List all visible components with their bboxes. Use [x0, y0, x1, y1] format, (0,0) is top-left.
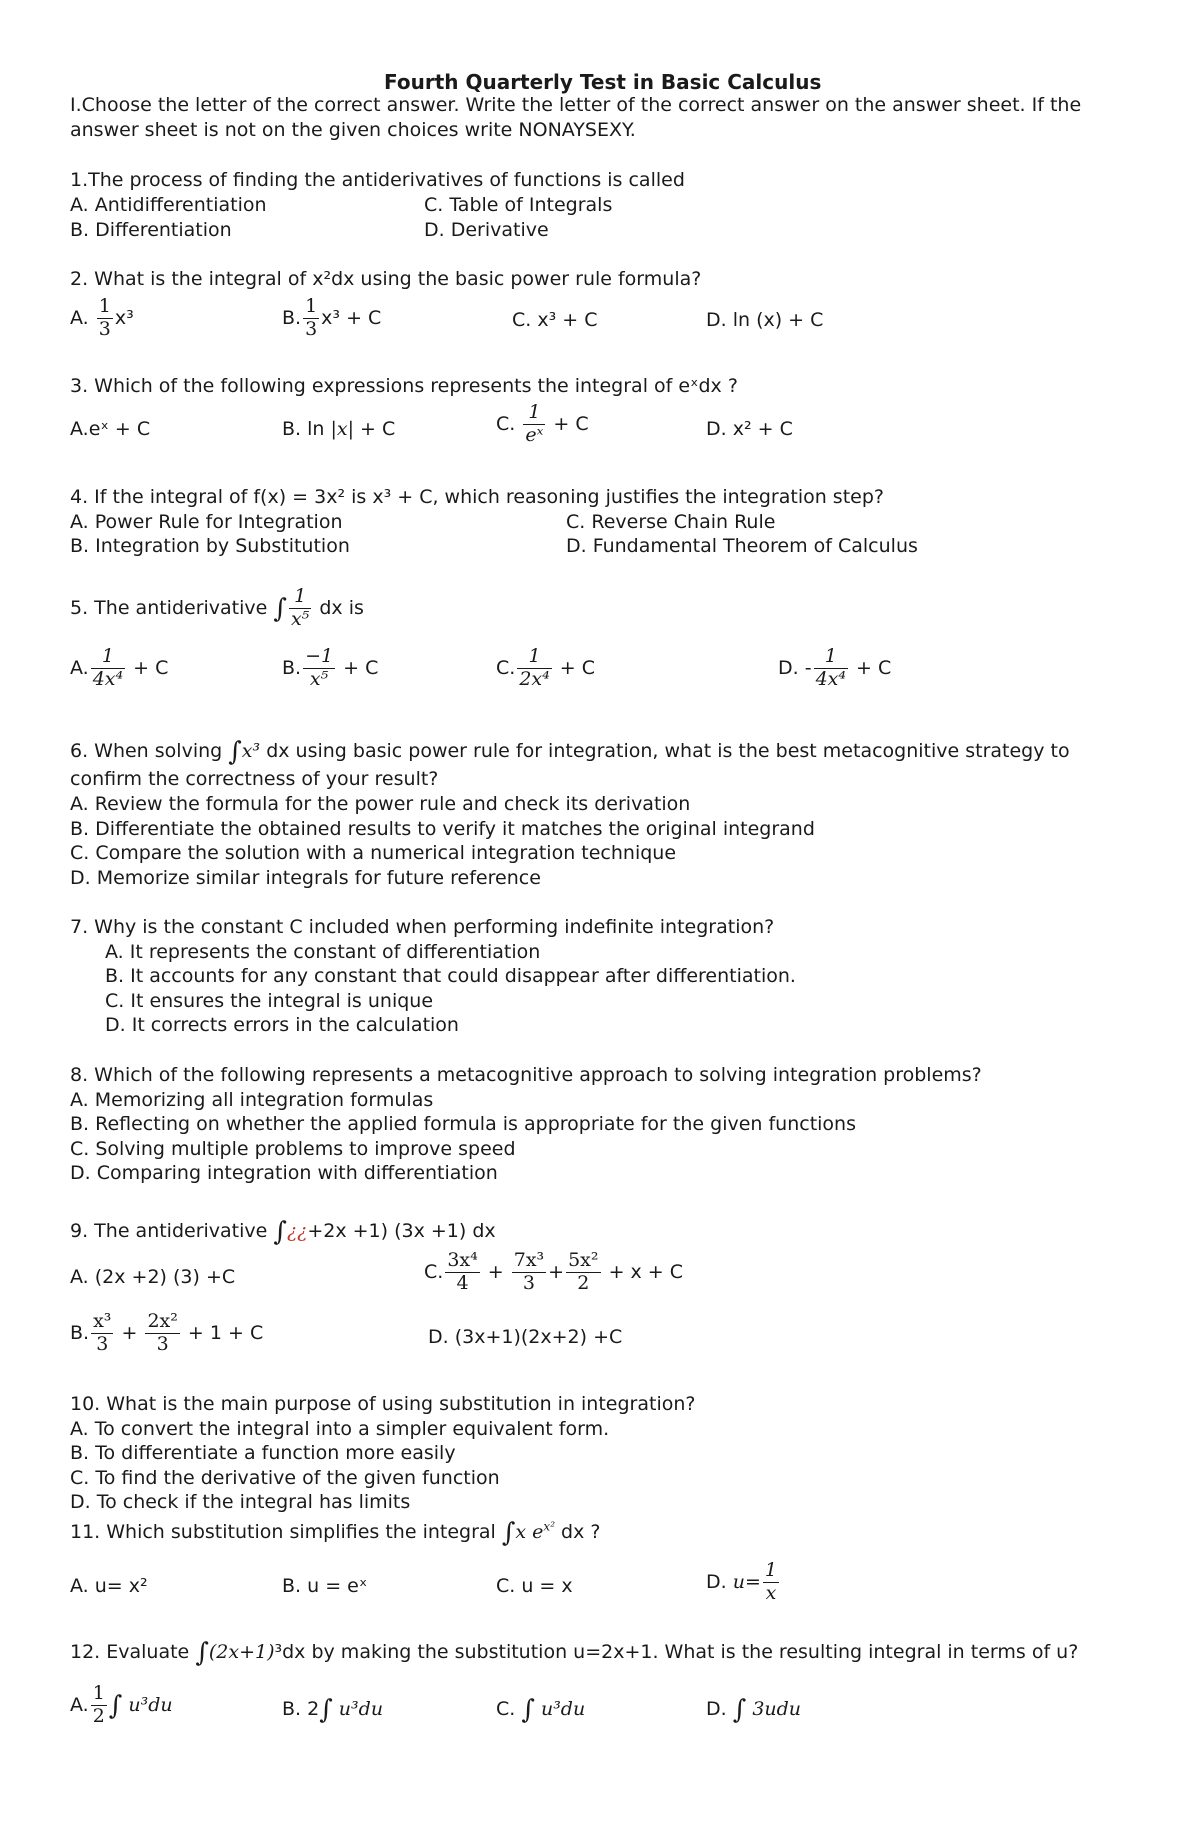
- q1-choice-d: D. Derivative: [424, 219, 549, 241]
- q5-d-rest: + C: [856, 656, 892, 679]
- q5-c-rest: + C: [559, 656, 596, 679]
- q6-stem-expr: x³: [241, 740, 261, 762]
- q12-d-prefix: D.: [706, 1698, 727, 1720]
- q6-stem: [70, 737, 1070, 768]
- q6-stem-line-2: confirm the correctness of your result?: [70, 768, 439, 790]
- q10-stem: 10. What is the main purpose of using substitution in integration?: [70, 1393, 696, 1415]
- q8-stem: 8. Which of the following represents a metacognitive approach to solving integration problems?: [70, 1064, 982, 1086]
- q3-choice-d: D. x² + C: [706, 418, 793, 440]
- q2-stem: 2. What is the integral of x²dx using the basic power rule formula?: [70, 268, 702, 290]
- q9-c-term-2: $\frac{\text{7x³}}{3}$: [513, 1249, 545, 1294]
- q4-choice-b: B. Integration by Substitution: [70, 535, 350, 557]
- q3-b-rest: + C: [354, 418, 396, 440]
- q2-a-fraction: $\frac{1}{3}$: [98, 295, 111, 340]
- q3-b-prefix: B. ln: [282, 418, 331, 440]
- q4-choice-d: D. Fundamental Theorem of Calculus: [566, 535, 918, 557]
- q5-a-fraction: $\frac{1}{\text{4x⁴}}$: [92, 645, 124, 690]
- q2-a-rest: x³: [114, 306, 134, 329]
- q7-stem: 7. Why is the constant C included when performing indefinite integration?: [70, 916, 775, 938]
- q3-choice-b: [282, 418, 395, 441]
- q12-c-prefix: C.: [496, 1698, 516, 1720]
- q10-choice-d: D. To check if the integral has limits: [70, 1491, 411, 1513]
- q1-choice-b: B. Differentiation: [70, 219, 232, 241]
- q9-b-term-1: $\frac{\text{x³}}{3}$: [93, 1310, 112, 1355]
- integral-sign: ∫: [273, 1217, 287, 1247]
- q10-choice-a: A. To convert the integral into a simpler equivalent form.: [70, 1418, 610, 1440]
- integral-sign: ∫: [732, 1695, 747, 1725]
- q12-d-rest: 3udu: [752, 1698, 802, 1720]
- q9-c-rest: + x + C: [608, 1260, 684, 1283]
- q2-choice-d: D. ln (x) + C: [706, 309, 824, 331]
- q11-stem: [70, 1518, 600, 1549]
- q7-choice-d: D. It corrects errors in the calculation: [105, 1014, 459, 1036]
- q9-choice-a: A. (2x +2) (3) +C: [70, 1266, 236, 1288]
- q5-b-rest: + C: [343, 656, 379, 679]
- q2-a-prefix: A.: [70, 306, 89, 329]
- q6-stem-suffix: dx using basic power rule for integration, what is the best metacognitive strategy to: [266, 740, 1070, 762]
- q11-stem-expr: x e: [515, 1521, 544, 1543]
- q11-choice-d: [706, 1560, 781, 1605]
- q11-d-prefix: D.: [706, 1570, 733, 1593]
- q5-stem-suffix: dx is: [319, 596, 364, 619]
- q4-stem: 4. If the integral of f(x) = 3x² is x³ + C, which reasoning justifies the integration step?: [70, 486, 884, 508]
- q5-c-prefix: C.: [496, 656, 516, 679]
- integral-sign: ∫: [319, 1695, 333, 1725]
- q6-choice-b: B. Differentiate the obtained results to verify it matches the original integrand: [70, 818, 815, 840]
- q3-b-abs: |x|: [330, 418, 355, 440]
- q8-choice-c: C. Solving multiple problems to improve speed: [70, 1138, 516, 1160]
- q12-choice-d: [706, 1695, 801, 1726]
- q4-choice-c: C. Reverse Chain Rule: [566, 511, 776, 533]
- q11-stem-prefix: 11. Which substitution simplifies the integral: [70, 1521, 496, 1543]
- q12-a-prefix: A.: [70, 1693, 89, 1716]
- q9-stem-prefix: 9. The antiderivative: [70, 1220, 268, 1242]
- q10-choice-b: B. To differentiate a function more easily: [70, 1442, 456, 1464]
- q2-choice-b: [282, 296, 381, 341]
- q9-b-prefix: B.: [70, 1321, 90, 1344]
- q11-choice-b: B. u = eˣ: [282, 1575, 368, 1597]
- q12-b-prefix: B. 2: [282, 1698, 320, 1720]
- q12-a-rest: u³du: [128, 1693, 173, 1716]
- q5-stem: [70, 586, 364, 631]
- q3-choice-c: [496, 402, 589, 447]
- q5-b-fraction: $\frac{-1}{\text{x⁵}}$: [305, 645, 334, 690]
- q9-c-term-3: $\frac{\text{5x²}}{2}$: [568, 1249, 599, 1294]
- q6-choice-a: A. Review the formula for the power rule and check its derivation: [70, 793, 691, 815]
- q11-d-var: u=: [732, 1570, 761, 1593]
- integral-sign: ∫: [501, 1518, 516, 1548]
- q5-b-prefix: B.: [282, 656, 302, 679]
- q2-choice-a: [70, 296, 134, 341]
- q7-choice-a: A. It represents the constant of differentiation: [105, 941, 541, 963]
- q12-choice-b: [282, 1695, 383, 1726]
- q9-c-term-1: $\frac{\text{3x⁴}}{4}$: [447, 1249, 478, 1294]
- page-title: Fourth Quarterly Test in Basic Calculus: [384, 70, 822, 94]
- q12-stem-expr: (2x+1): [208, 1641, 275, 1663]
- q9-choice-b: [70, 1311, 263, 1356]
- integral-sign: ∫: [521, 1695, 535, 1725]
- q3-c-rest: + C: [553, 412, 589, 435]
- q8-choice-b: B. Reflecting on whether the applied formula is appropriate for the given functions: [70, 1113, 856, 1135]
- q12-choice-a: [70, 1683, 173, 1728]
- q5-a-rest: + C: [133, 656, 169, 679]
- q12-choice-c: [496, 1695, 585, 1726]
- q8-choice-d: D. Comparing integration with differentiation: [70, 1162, 498, 1184]
- q10-choice-c: C. To find the derivative of the given function: [70, 1467, 500, 1489]
- q2-b-rest: x³ + C: [321, 306, 382, 329]
- integral-sign: ∫: [273, 593, 287, 624]
- q4-choice-a: A. Power Rule for Integration: [70, 511, 343, 533]
- q11-choice-c: C. u = x: [496, 1575, 573, 1597]
- q7-choice-c: C. It ensures the integral is unique: [105, 990, 434, 1012]
- integral-sign: ∫: [108, 1690, 123, 1721]
- q6-stem-prefix: 6. When solving: [70, 740, 223, 762]
- q6-choice-c: C. Compare the solution with a numerical integration technique: [70, 842, 677, 864]
- q5-d-prefix: D. -: [778, 656, 812, 679]
- q1-choice-c: C. Table of Integrals: [424, 194, 613, 216]
- plus-sign: +: [487, 1260, 504, 1283]
- q5-choice-b: [282, 646, 378, 691]
- q1-stem: 1.The process of finding the antiderivatives of functions is called: [70, 169, 685, 191]
- instructions-line-2: answer sheet is not on the given choices write NONAYSEXY.: [70, 119, 636, 141]
- q2-b-fraction: $\frac{1}{3}$: [305, 295, 318, 340]
- q11-choice-a: A. u= x²: [70, 1575, 148, 1597]
- q9-stem-glitch: ¿¿: [286, 1220, 308, 1242]
- q2-choice-c: C. x³ + C: [512, 309, 598, 331]
- q8-choice-a: A. Memorizing all integration formulas: [70, 1089, 434, 1111]
- q3-c-prefix: C.: [496, 412, 516, 435]
- q2-b-prefix: B.: [282, 306, 302, 329]
- q12-stem: [70, 1638, 1078, 1669]
- q5-d-fraction: $\frac{1}{\text{4x⁴}}$: [815, 645, 846, 690]
- q9-choice-c: [424, 1250, 683, 1295]
- q3-c-fraction: $\frac{1}{\text{eˣ}}$: [525, 401, 544, 446]
- q9-b-rest: + 1 + C: [187, 1321, 264, 1344]
- q12-stem-suffix: ³dx by making the substitution u=2x+1. What is the resulting integral in terms of u?: [274, 1641, 1079, 1663]
- q5-choice-c: [496, 646, 595, 691]
- q3-stem: 3. Which of the following expressions represents the integral of eˣdx ?: [70, 375, 738, 397]
- plus-sign: +: [548, 1260, 565, 1283]
- q3-choice-a: A.eˣ + C: [70, 418, 151, 440]
- q5-a-prefix: A.: [70, 656, 89, 679]
- q12-c-rest: u³du: [540, 1698, 586, 1720]
- q5-choice-d: [778, 646, 891, 691]
- q9-b-term-2: $\frac{\text{2x²}}{3}$: [147, 1310, 178, 1355]
- q9-stem: [70, 1217, 496, 1248]
- q9-c-prefix: C.: [424, 1260, 444, 1283]
- q1-choice-a: A. Antidifferentiation: [70, 194, 267, 216]
- q5-stem-prefix: 5. The antiderivative: [70, 596, 268, 619]
- integral-sign: ∫: [195, 1638, 209, 1668]
- q6-choice-d: D. Memorize similar integrals for future reference: [70, 867, 541, 889]
- integral-sign: ∫: [228, 737, 242, 767]
- q7-choice-b: B. It accounts for any constant that could disappear after differentiation.: [105, 965, 796, 987]
- q5-stem-fraction: $\frac{1}{\text{x⁵}}$: [290, 585, 310, 630]
- q5-choice-a: [70, 646, 168, 691]
- q11-d-fraction: $\frac{1}{x}$: [764, 1559, 777, 1604]
- q11-stem-suffix: dx ?: [561, 1521, 601, 1543]
- q12-stem-prefix: 12. Evaluate: [70, 1641, 190, 1663]
- q9-stem-suffix: +2x +1) (3x +1) dx: [307, 1220, 496, 1242]
- plus-sign: +: [121, 1321, 138, 1344]
- q5-c-fraction: $\frac{1}{\text{2x⁴}}$: [519, 645, 550, 690]
- instructions-line-1: I.Choose the letter of the correct answer. Write the letter of the correct answer on the answer sheet. If the: [70, 94, 1082, 116]
- q11-stem-exponent: x²: [543, 1519, 555, 1534]
- q9-choice-d: D. (3x+1)(2x+2) +C: [428, 1326, 623, 1348]
- q12-b-rest: u³du: [338, 1698, 384, 1720]
- q12-a-fraction: $\frac{1}{2}$: [92, 1682, 105, 1727]
